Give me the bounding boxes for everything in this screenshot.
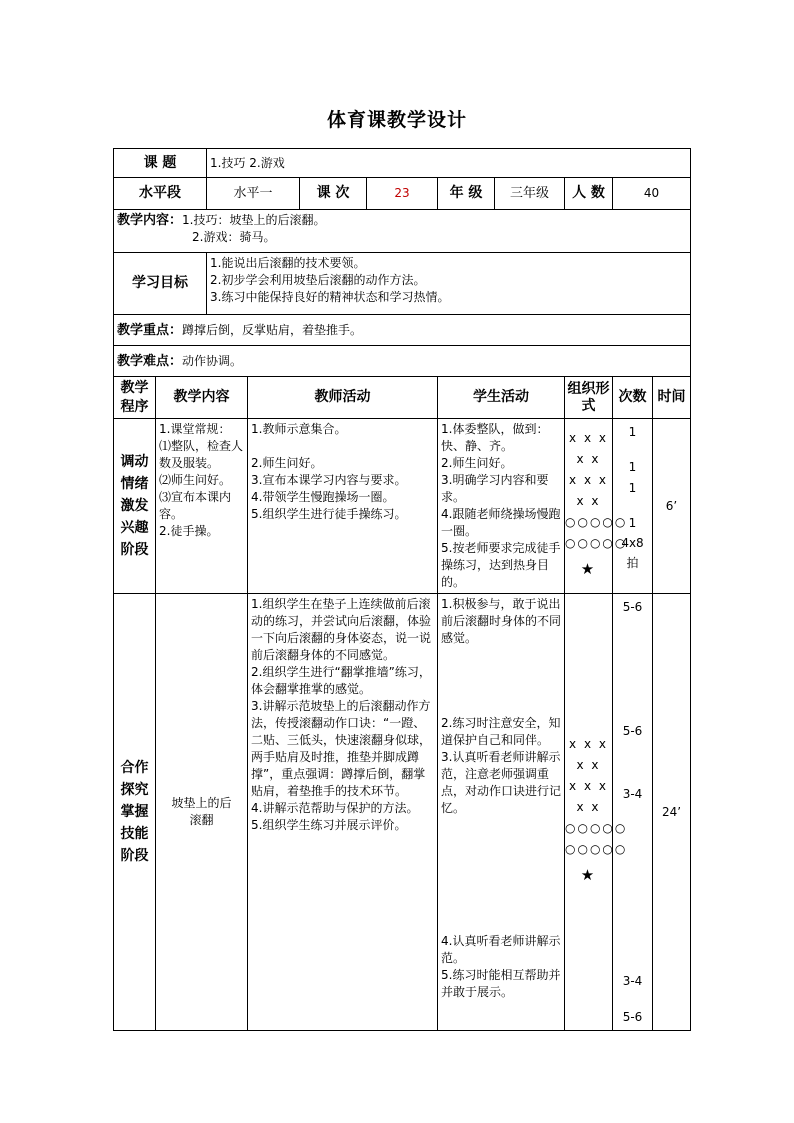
lesson-number-label: 课 次 [300, 178, 367, 210]
count-item: 5-6 [622, 600, 643, 614]
stage1-teacher-line: 1.教师示意集合。 [251, 422, 347, 436]
stage1-student [438, 419, 565, 594]
formation-row: ○○○○○ [565, 842, 628, 856]
topic-value: 1.技巧 2.游戏 [207, 149, 691, 178]
grade-value: 三年级 [495, 178, 565, 210]
difficulty [114, 346, 691, 377]
stage1-teacher-line [251, 438, 434, 455]
stage1-teacher-line: 3.宣布本课学习内容与要求。 [251, 473, 407, 487]
count-item: 1 [628, 425, 637, 439]
page-title: 体育课教学设计 [326, 109, 467, 131]
header-content: 教学内容 [156, 377, 248, 419]
stage1-content-line: ⑴整队，检查人数及服装。 [159, 439, 244, 470]
stage2-student-line: 4.认真听看老师讲解示范。 [441, 934, 561, 965]
formation-row: ○○○○○ [565, 536, 628, 550]
header-duration: 时间 [653, 377, 691, 419]
formation-row: x x x x x [569, 779, 608, 814]
count-item: 拍 [626, 556, 639, 570]
stage1-student-line: 1.体委整队，做到：快、静、齐。 [441, 422, 549, 453]
lesson-plan-table [113, 148, 691, 1031]
stage1-duration: 6’ [653, 419, 691, 594]
stage2-teacher-line: 2.组织学生进行“翻掌推墙”练习，体会翻掌推掌的感觉。 [251, 665, 431, 696]
stage1-content [156, 419, 248, 594]
stage1-student-line: 5.按老师要求完成徒手操练习，达到热身目的。 [441, 541, 561, 589]
people-label: 人 数 [565, 178, 613, 210]
formation-row: ○○○○○ [565, 515, 628, 529]
stage2-program: 合作探究掌握技能阶段 [114, 594, 156, 1031]
stage1-content-line: ⑶宣布本课内容。 [159, 490, 232, 521]
count-item: 4x8 [621, 536, 644, 550]
stage1-teacher-line: 2.师生问好。 [251, 456, 323, 470]
content-line-1: 1.技巧：坡垫上的后滚翻。 [182, 213, 326, 227]
stage1-content-line: 2.徒手操。 [159, 524, 219, 538]
difficulty-value: 动作协调。 [182, 353, 243, 368]
level-label: 水平段 [114, 178, 207, 210]
stage2-student-line: 5.练习时能相互帮助并并敢于展示。 [441, 968, 561, 999]
level-value: 水平一 [207, 178, 300, 210]
difficulty-label: 教学难点： [117, 353, 183, 369]
goal-item: 1.能说出后滚翻的技术要领。 [210, 256, 366, 270]
count-item: 3-4 [622, 787, 643, 801]
stage2-duration: 24’ [653, 594, 691, 1031]
key-point-value: 蹲撑后倒，反掌贴肩，着垫推手。 [182, 322, 363, 337]
stage1-student-line: 3.明确学习内容和要求。 [441, 473, 549, 504]
stage1-student-line: 4.跟随老师绕操场慢跑一圈。 [441, 507, 561, 538]
key-point-label: 教学重点： [117, 322, 183, 338]
formation-row: x x x x x [569, 473, 608, 508]
goals-list [207, 253, 691, 315]
count-item: 3-4 [622, 974, 643, 988]
stage2-student-line: 2.练习时注意安全，知道保护自己和同伴。 [441, 716, 561, 747]
stage1-teacher-line: 4.带领学生慢跑操场一圈。 [251, 490, 395, 504]
stage2-formation [565, 594, 628, 1031]
stage1-program: 调动情绪激发兴趣阶段 [114, 419, 156, 594]
stage2-counts [613, 594, 653, 1031]
header-times: 次数 [613, 377, 653, 419]
goals-label: 学习目标 [114, 253, 207, 315]
stage2-teacher-line: 5.组织学生练习并展示评价。 [251, 818, 407, 832]
stage1-teacher-line: 5.组织学生进行徒手操练习。 [251, 507, 407, 521]
count-item: 1 [628, 460, 637, 474]
header-teacher: 教师活动 [248, 377, 438, 419]
key-point [114, 315, 691, 346]
count-item: 5-6 [622, 724, 643, 738]
stage2-teacher [248, 594, 438, 1031]
stage2-teacher-line: 3.讲解示范坡垫上的后滚翻动作方法，传授滚翻动作口诀：“一蹬、二贴、三低头，快速滚翻身似球，两手贴肩及时推，推垫并脚成蹲撑”，重点强调：蹲撑后倒，翻掌贴肩，着垫推手的技术环节。 [251, 699, 432, 798]
teacher-star-icon: ★ [580, 866, 597, 884]
teaching-content [114, 210, 691, 253]
topic-label: 课 题 [114, 149, 207, 178]
teacher-star-icon: ★ [580, 560, 597, 578]
stage2-student-line: 1.积极参与，敢于说出前后滚翻时身体的不同感觉。 [441, 597, 562, 645]
content-line-2: 2.游戏：骑马。 [192, 230, 276, 244]
header-student: 学生活动 [438, 377, 565, 419]
formation-row: ○○○○○ [565, 821, 628, 835]
stage1-teacher [248, 419, 438, 594]
header-organization: 组织形式 [565, 377, 613, 419]
grade-label: 年 级 [438, 178, 495, 210]
header-program: 教学程序 [114, 377, 156, 419]
stage2-content: 坡垫上的后滚翻 [156, 594, 248, 1031]
stage1-counts [613, 419, 653, 594]
count-item: 5-6 [622, 1010, 643, 1024]
formation-row: x x x x x [569, 431, 608, 466]
stage2-teacher-line: 4.讲解示范帮助与保护的方法。 [251, 801, 419, 815]
stage1-formation [565, 419, 628, 594]
formation-row: x x x x x [569, 737, 608, 772]
count-item: 1 [628, 481, 637, 495]
goal-item: 3.练习中能保持良好的精神状态和学习热情。 [210, 290, 450, 304]
people-value: 40 [613, 178, 691, 210]
count-item: 1 [628, 516, 637, 530]
stage2-student-line: 3.认真听看老师讲解示范，注意老师强调重点，对动作口诀进行记忆。 [441, 750, 562, 815]
stage2-teacher-line: 1.组织学生在垫子上连续做前后滚动的练习，并尝试向后滚翻，体验一下向后滚翻的身体姿态，说一说前后滚翻身体的不同感觉。 [251, 597, 432, 662]
goal-item: 2.初步学会利用坡垫后滚翻的动作方法。 [210, 273, 426, 287]
stage1-content-line: ⑵师生问好。 [159, 473, 232, 487]
stage1-content-line: 1.课堂常规： [159, 422, 231, 436]
lesson-number-value: 23 [367, 178, 438, 210]
content-label: 教学内容： [117, 213, 183, 228]
stage1-student-line: 2.师生问好。 [441, 456, 513, 470]
stage2-student [438, 594, 565, 1031]
